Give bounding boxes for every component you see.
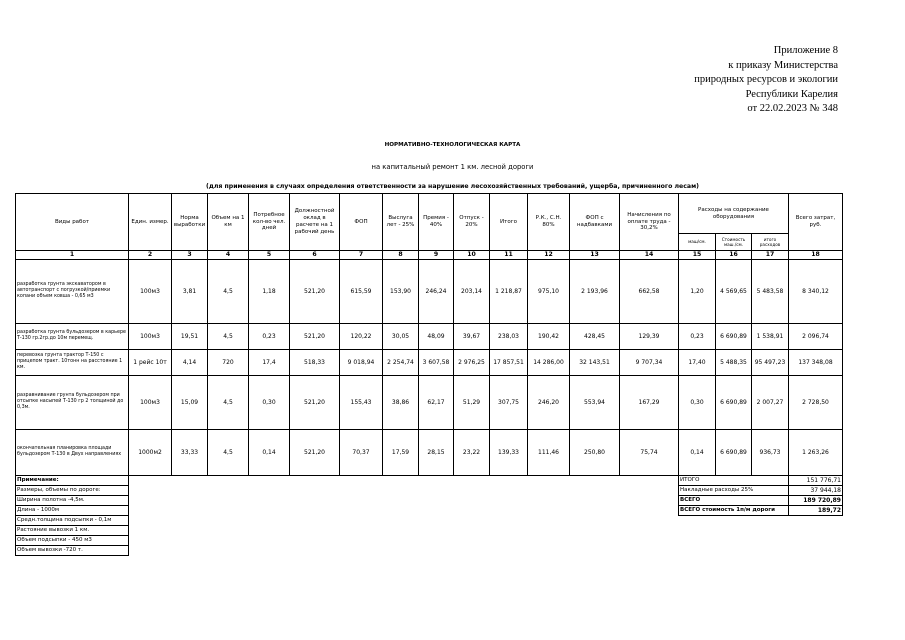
- vsego-label: ВСЕГО: [679, 495, 789, 505]
- col-number: 16: [716, 251, 752, 260]
- col-number: 4: [208, 251, 249, 260]
- cell-unit: 100м3: [129, 375, 172, 429]
- cell-seniority: 2 254,74: [383, 349, 419, 375]
- col-number: 1: [16, 251, 129, 260]
- document-subtitle: на капитальный ремонт 1 км. лесной дороги: [371, 163, 534, 171]
- document-title: НОРМАТИВНО-ТЕХНОЛОГИЧЕСКАЯ КАРТА: [384, 142, 521, 148]
- col-number: 18: [789, 251, 843, 260]
- itogo-label: ИТОГО: [679, 475, 789, 485]
- cell-norm: 15,09: [172, 375, 208, 429]
- cell-accrual: 75,74: [620, 429, 679, 475]
- cell-bonus: 28,15: [419, 429, 454, 475]
- cell-unit: 100м3: [129, 323, 172, 349]
- col-header-group: Расходы на содержание оборудования: [679, 194, 789, 234]
- cell-regional: 190,42: [528, 323, 570, 349]
- document-purpose: (для применения в случаях определения ответственности за нарушение лесохозяйственных требований, ущерба, причиненного лесам): [206, 183, 699, 190]
- cell-shift-cost: 6 690,89: [716, 375, 752, 429]
- cell-equipment-total: 5 483,58: [752, 259, 789, 323]
- table-row: [16, 429, 843, 475]
- notes-title: Примечание:: [16, 475, 129, 485]
- cell-rate: 521,20: [290, 375, 340, 429]
- itogo-value: 151 776,71: [789, 475, 843, 485]
- cell-days: 0,14: [249, 429, 290, 475]
- col-header: Начисления по оплате труда - 30,2%: [620, 194, 679, 251]
- footer-row: [16, 485, 843, 495]
- col-header: Всего затрат, руб.: [789, 194, 843, 251]
- column-number-row: [16, 251, 843, 260]
- col-header: итого расходов: [752, 234, 789, 251]
- cell-volume: 720: [208, 349, 249, 375]
- cell-volume: 4,5: [208, 259, 249, 323]
- footer-row: [16, 525, 843, 535]
- cell-shift-cost: 5 488,35: [716, 349, 752, 375]
- cell-grand-total: 2 096,74: [789, 323, 843, 349]
- col-number: 5: [249, 251, 290, 260]
- col-number: 14: [620, 251, 679, 260]
- cell-equipment-total: 1 538,91: [752, 323, 789, 349]
- cell-fop-total: 32 143,51: [570, 349, 620, 375]
- footer-row: [16, 505, 843, 515]
- cell-unit: 100м3: [129, 259, 172, 323]
- cell-machine-shifts: 1,20: [679, 259, 716, 323]
- cell-days: 0,23: [249, 323, 290, 349]
- table-row: [16, 323, 843, 349]
- cell-vacation: 23,22: [454, 429, 490, 475]
- col-number: 15: [679, 251, 716, 260]
- vsego-value: 189 720,89: [789, 495, 843, 505]
- overhead-value: 37 944,18: [789, 485, 843, 495]
- cell-volume: 4,5: [208, 323, 249, 349]
- col-header: Выслуга лет - 25%: [383, 194, 419, 251]
- cell-norm: 3,81: [172, 259, 208, 323]
- cell-machine-shifts: 17,40: [679, 349, 716, 375]
- cell-norm: 19,51: [172, 323, 208, 349]
- col-number: 7: [340, 251, 383, 260]
- cost-table: [15, 193, 843, 556]
- header-line: природных ресурсов и экологии: [694, 74, 838, 86]
- cell-unit: 1000м2: [129, 429, 172, 475]
- col-number: 13: [570, 251, 620, 260]
- cell-subtotal: 307,75: [490, 375, 528, 429]
- col-header: Норма выработки: [172, 194, 208, 251]
- work-name: разравнивание грунта бульдозером при отсыпке насыпей Т-130 гр 2 толщиной до 0,3м.: [16, 375, 129, 429]
- cell-norm: 33,33: [172, 429, 208, 475]
- col-number: 11: [490, 251, 528, 260]
- cell-grand-total: 137 348,08: [789, 349, 843, 375]
- cell-seniority: 17,59: [383, 429, 419, 475]
- per-meter-value: 189,72: [789, 505, 843, 515]
- cell-fop-total: 250,80: [570, 429, 620, 475]
- cell-days: 17,4: [249, 349, 290, 375]
- header-line: от 22.02.2023 № 348: [747, 103, 838, 115]
- col-header: Должностной оклад в расчете на 1 рабочий день: [290, 194, 340, 251]
- approval-header: [694, 44, 838, 117]
- col-header: Виды работ: [16, 194, 129, 251]
- footer-row: [16, 495, 843, 505]
- col-header: Итого: [490, 194, 528, 251]
- cell-rate: 521,20: [290, 259, 340, 323]
- col-number: 8: [383, 251, 419, 260]
- per-meter-label: ВСЕГО стоимость 1п/м дороги: [679, 505, 789, 515]
- col-number: 2: [129, 251, 172, 260]
- cell-seniority: 153,90: [383, 259, 419, 323]
- cell-days: 1,18: [249, 259, 290, 323]
- cell-subtotal: 17 857,51: [490, 349, 528, 375]
- cell-rate: 521,20: [290, 323, 340, 349]
- header-line: к приказу Министерства: [728, 59, 838, 71]
- overhead-label: Накладные расходы 25%: [679, 485, 789, 495]
- cell-equipment-total: 2 007,27: [752, 375, 789, 429]
- footer-row: [16, 515, 843, 525]
- work-name: разработка грунта экскаватором в автотранспорт с погрузкой/приемки копани объем ковша - 0,65 м3: [16, 259, 129, 323]
- header-line: Республики Карелия: [745, 88, 838, 100]
- cell-norm: 4,14: [172, 349, 208, 375]
- footer-row: [16, 545, 843, 555]
- cell-regional: 14 286,00: [528, 349, 570, 375]
- note-line: Растояние вывозки 1 км.: [16, 525, 129, 535]
- cell-vacation: 39,67: [454, 323, 490, 349]
- col-number: 17: [752, 251, 789, 260]
- cell-equipment-total: 95 497,23: [752, 349, 789, 375]
- note-line: Ширина полотна -4,5м.: [16, 495, 129, 505]
- cell-subtotal: 139,33: [490, 429, 528, 475]
- work-name: перевозка грунта трактор Т-150 с прицепом тракт. 10тонн на расстояние 1 км.: [16, 349, 129, 375]
- cell-grand-total: 1 263,26: [789, 429, 843, 475]
- cell-machine-shifts: 0,23: [679, 323, 716, 349]
- col-number: 9: [419, 251, 454, 260]
- cell-grand-total: 8 340,12: [789, 259, 843, 323]
- cell-regional: 246,20: [528, 375, 570, 429]
- col-header: Объем на 1 км: [208, 194, 249, 251]
- cell-rate: 521,20: [290, 429, 340, 475]
- col-header: ФОП с надбавками: [570, 194, 620, 251]
- col-number: 3: [172, 251, 208, 260]
- cell-seniority: 38,86: [383, 375, 419, 429]
- cell-fop-total: 428,45: [570, 323, 620, 349]
- col-number: 12: [528, 251, 570, 260]
- col-header: маш/см.: [679, 234, 716, 251]
- cell-fop: 70,37: [340, 429, 383, 475]
- work-name: окончательная планировка площади бульдозером Т-130 в Двух направлениях: [16, 429, 129, 475]
- cell-seniority: 30,05: [383, 323, 419, 349]
- note-line: Размеры, объемы по дороге:: [16, 485, 129, 495]
- cell-equipment-total: 936,73: [752, 429, 789, 475]
- cell-fop: 9 018,94: [340, 349, 383, 375]
- col-number: 6: [290, 251, 340, 260]
- cell-vacation: 2 976,25: [454, 349, 490, 375]
- col-header: ФОП: [340, 194, 383, 251]
- cell-fop: 155,43: [340, 375, 383, 429]
- table-row: [16, 259, 843, 323]
- cell-bonus: 48,09: [419, 323, 454, 349]
- cell-unit: 1 рейс 10т: [129, 349, 172, 375]
- note-line: Средн.толщина подсыпки - 0,1м: [16, 515, 129, 525]
- table-row: [16, 349, 843, 375]
- cell-subtotal: 238,03: [490, 323, 528, 349]
- cell-vacation: 203,14: [454, 259, 490, 323]
- cell-grand-total: 2 728,50: [789, 375, 843, 429]
- note-line: Объем вывозки -720 т.: [16, 545, 129, 555]
- note-line: Объем подсыпки - 450 м3: [16, 535, 129, 545]
- cell-volume: 4,5: [208, 375, 249, 429]
- cell-shift-cost: 4 569,65: [716, 259, 752, 323]
- header-row: [16, 194, 843, 234]
- table-row: [16, 375, 843, 429]
- work-name: разработка грунта бульдозером в карьере Т-130 гр.2гр.до 10м перемещ.: [16, 323, 129, 349]
- cell-regional: 111,46: [528, 429, 570, 475]
- cell-regional: 975,10: [528, 259, 570, 323]
- cell-shift-cost: 6 690,89: [716, 429, 752, 475]
- cell-accrual: 9 707,34: [620, 349, 679, 375]
- cell-accrual: 167,29: [620, 375, 679, 429]
- cell-bonus: 3 607,58: [419, 349, 454, 375]
- col-header: Един. измер.: [129, 194, 172, 251]
- cell-fop: 120,22: [340, 323, 383, 349]
- cell-accrual: 129,39: [620, 323, 679, 349]
- cell-shift-cost: 6 690,89: [716, 323, 752, 349]
- cell-machine-shifts: 0,30: [679, 375, 716, 429]
- cell-rate: 518,33: [290, 349, 340, 375]
- footer-row: [16, 475, 843, 485]
- cell-fop-total: 2 193,96: [570, 259, 620, 323]
- cell-days: 0,30: [249, 375, 290, 429]
- col-header: Премия - 40%: [419, 194, 454, 251]
- col-header: Отпуск - 20%: [454, 194, 490, 251]
- header-line: Приложение 8: [773, 45, 838, 56]
- cell-fop: 615,59: [340, 259, 383, 323]
- cell-subtotal: 1 218,87: [490, 259, 528, 323]
- col-header: Потребное кол-во чел. дней: [249, 194, 290, 251]
- cell-machine-shifts: 0,14: [679, 429, 716, 475]
- cell-accrual: 662,58: [620, 259, 679, 323]
- note-line: Длина - 1000м: [16, 505, 129, 515]
- cell-bonus: 62,17: [419, 375, 454, 429]
- cell-fop-total: 553,94: [570, 375, 620, 429]
- footer-row: [16, 535, 843, 545]
- col-number: 10: [454, 251, 490, 260]
- cell-volume: 4,5: [208, 429, 249, 475]
- cell-bonus: 246,24: [419, 259, 454, 323]
- col-header: Стоимость маш./см.: [716, 234, 752, 251]
- cell-vacation: 51,29: [454, 375, 490, 429]
- col-header: Р.К., С.Н. 80%: [528, 194, 570, 251]
